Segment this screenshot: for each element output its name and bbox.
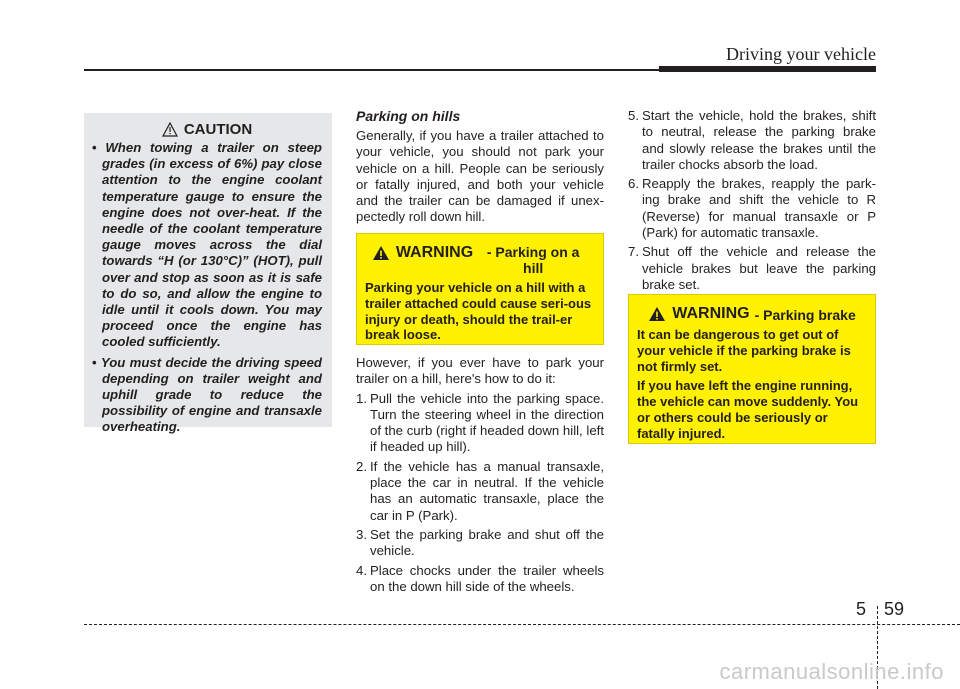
page-header-title: Driving your vehicle [726,44,876,64]
caution-list [92,140,322,436]
step-number: 4. [356,562,367,578]
right-column [628,108,876,296]
list-item [356,391,604,456]
list-item [356,527,604,560]
list-item [628,108,876,173]
watermark-text: carmanualsonline.info [719,659,944,684]
steps-list-continued [628,108,876,293]
caution-box [84,113,332,435]
intro-paragraph: Generally, if you have a trailer attached to your vehicle, you should not park your vehicle on a hill. People can be seriously or fatally injured, and both your vehicle and the trailer can be damaged if unex-pectedly roll down hill. [356,128,604,225]
warning-subtitle: - Parking on a hill [486,244,580,276]
list-item [356,459,604,524]
warning-header [365,244,595,276]
header-rule-accent [659,66,876,72]
list-item [628,244,876,293]
step-number: 5. [628,108,639,123]
step-number: 2. [356,458,367,474]
warning-text: It can be dangerous to get out of your vehicle if the parking brake is not firmly set. [637,327,851,374]
middle-column [356,108,604,226]
section-heading: Parking on hills [356,108,461,124]
step-text: Set the parking brake and shut off the vehicle. [370,526,604,559]
step-number: 3. [356,526,367,542]
however-paragraph: However, if you ever have to park your trailer on a hill, here's how to do it: [356,355,604,387]
warning-subtitle: - Parking brake [754,307,856,323]
warning-box-parking-on-hill [356,233,604,345]
step-number: 6. [628,176,639,192]
step-text: Pull the vehicle into the parking space. Turn the steering wheel in the direction of the curb (right if headed down hill, left if headed up hill). [370,390,604,455]
warning-header [637,305,867,323]
step-number: 7. [628,244,639,260]
warning-box-parking-brake [628,294,876,444]
step-text: If the vehicle has a manual transaxle, place the car in neutral. If the vehicle has an automatic transaxle, place the car in P (Park). [370,458,604,523]
warning-text: If you have left the engine running, the vehicle can move suddenly. You or others could be seriously or fatally injured. [637,378,859,441]
page-number: 59 [884,599,905,619]
step-number: 1. [356,390,367,406]
instructions-block [356,355,604,598]
warning-triangle-icon [648,306,666,322]
list-item [628,176,876,241]
step-text: Start the vehicle, hold the brakes, shift to neutral, release the parking brake and slowly release the brakes until the trailer chocks absorb the load. [642,108,876,172]
caution-label: CAUTION [183,121,253,138]
warning-label: WARNING [672,305,750,322]
list-item [356,563,604,596]
footer-rule [84,624,960,625]
step-text: Shut off the vehicle and release the vehicle brakes but leave the parking brake set. [642,244,876,292]
section-number: 5 [856,599,867,619]
caution-header [92,121,322,138]
steps-list [356,391,604,596]
warning-text: Parking your vehicle on a hill with a trailer attached could cause seri-ous injury or death, should the trail-er break loose. [365,280,592,343]
caution-triangle-icon [162,122,178,137]
caution-bullet: • You must decide the driving speed depending on trailer weight and uphill grade to reduce the possibility of engine and transaxle overheating. [92,355,322,436]
warning-label: WARNING [395,244,474,261]
caution-bullet: • When towing a trailer on steep grades (in excess of 6%) pay close attention to the engine coolant temperature gauge to ensure the engine does not over-heat. If the needle of the coolant temperature gauge moves across the dial towards “H (or 130°C)” (HOT), pull over and stop as soon as it is safe to do so, and allow the engine to idle until it cools down. You may proceed once the engine has cooled sufficiently. [92,140,322,351]
warning-triangle-icon [372,245,390,261]
step-text: Reapply the brakes, reapply the park-ing brake and shift the vehicle to R (Reverse) for manual transaxle or P (Park) for automatic transaxle. [642,176,876,241]
step-text: Place chocks under the trailer wheels on the down hill side of the wheels. [370,562,604,594]
